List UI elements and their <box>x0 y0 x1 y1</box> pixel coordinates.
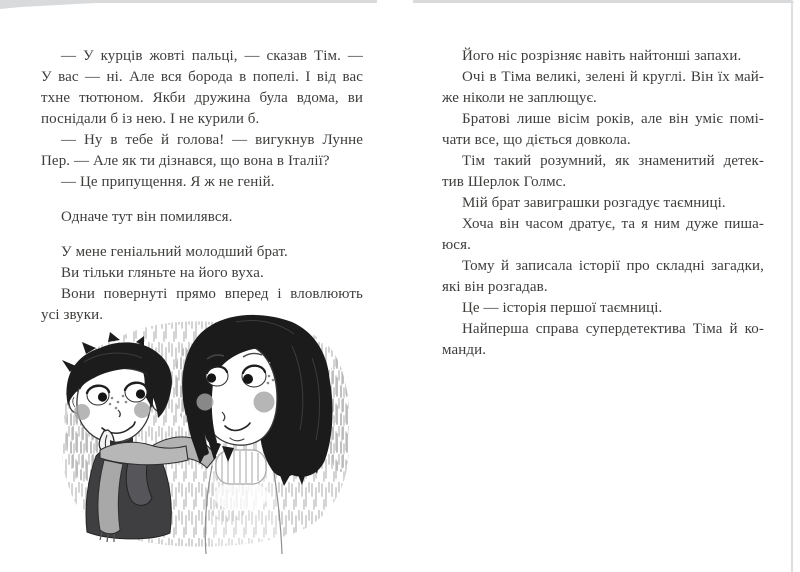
text-line: Одначе тут він помилявся. <box>61 209 233 225</box>
text-line: манди. <box>442 342 487 358</box>
girl-collar <box>216 450 266 484</box>
text-line: Мій брат завиграшки розгадує таємниці. <box>462 195 726 211</box>
paragraph <box>41 46 363 130</box>
text-line: Його ніс розрізняє навіть найтонші запахи. <box>462 48 742 64</box>
paragraph <box>442 256 764 298</box>
paragraph <box>442 319 764 361</box>
paragraph <box>442 151 764 193</box>
paragraph <box>41 207 363 228</box>
text-line: У вас — ні. Але вся борода в попелі. І від вас <box>41 69 363 85</box>
text-line: Очі в Тіма великі, зелені й круглі. Він їх май- <box>462 69 764 85</box>
text-line: Братові лише вісім років, але він уміє помі- <box>462 111 764 127</box>
text-line: Тім такий розумний, як знаменитий детек- <box>462 153 764 169</box>
paragraph <box>41 130 363 172</box>
text-line: чати все, що діється довкола. <box>442 132 631 148</box>
text-line: же ніколи не заплющує. <box>442 90 597 106</box>
text-line: — Це припущення. Я ж не геній. <box>61 174 275 190</box>
page-edge-top-right <box>413 0 794 3</box>
paragraph <box>41 263 363 284</box>
text-line: — У курців жовті пальці, — сказав Тім. — <box>61 48 363 64</box>
paragraph <box>41 242 363 263</box>
text-line: тив Шерлок Голмс. <box>442 174 567 190</box>
text-line: Тому й записала історії про складні загадки, <box>462 258 764 274</box>
text-line: Хоча він часом дратує, та я ним дуже пиша- <box>462 216 764 232</box>
page-edge-right <box>791 2 793 572</box>
text-line: які він розгадав. <box>442 279 548 295</box>
paragraph <box>442 214 764 256</box>
paragraph <box>442 46 764 67</box>
text-line: тхне тютюном. Якби дружина була вдома, ви <box>41 90 363 106</box>
page-corner-shadow <box>0 0 96 9</box>
paragraph <box>442 193 764 214</box>
text-line: поснідали б із нею. І не курили б. <box>41 111 260 127</box>
text-line: — Ну в тебе й голова! — вигукнув Лунне <box>61 132 363 148</box>
text-line: Найперша справа супердетектива Тіма й ко- <box>462 321 764 337</box>
text-line: У мене геніальний молодший брат. <box>61 244 288 260</box>
paragraph <box>41 172 363 193</box>
paragraph <box>442 109 764 151</box>
left-page-text <box>41 46 363 326</box>
children-illustration <box>40 314 360 554</box>
text-line: Вони повернуті прямо вперед і вловлюють <box>61 286 363 302</box>
paragraph <box>442 67 764 109</box>
text-line: усі звуки. <box>41 307 104 323</box>
text-line: Ви тільки гляньте на його вуха. <box>61 265 264 281</box>
text-line: юся. <box>442 237 471 253</box>
paragraph <box>442 298 764 319</box>
text-line: Пер. — Але як ти дізнався, що вона в Італії? <box>41 153 330 169</box>
right-page-text <box>442 46 764 361</box>
text-line: Це — історія першої таємниці. <box>462 300 663 316</box>
